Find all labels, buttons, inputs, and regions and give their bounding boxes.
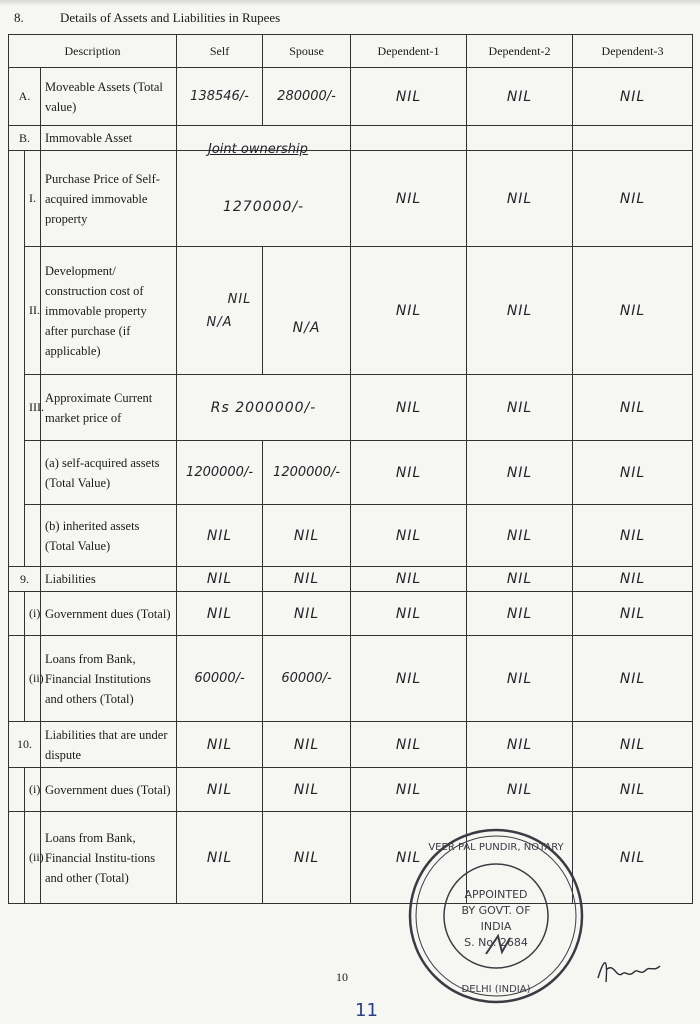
self-value: NIL <box>177 505 263 567</box>
empty-cell <box>25 505 41 567</box>
dependent-2-value: NIL <box>467 567 573 592</box>
spouse-value: NIL <box>263 592 351 636</box>
row-description: Liabilities <box>41 567 177 592</box>
row-disputed-liabilities <box>9 722 693 768</box>
dependent-2-value: NIL <box>467 636 573 722</box>
row-description: Moveable Assets (Total value) <box>41 68 177 126</box>
notary-stamp <box>406 826 586 1006</box>
col-header-spouse: Spouse <box>263 35 351 68</box>
row-moveable-assets <box>9 68 693 126</box>
spouse-value: NIL <box>263 722 351 768</box>
dependent-2-value: NIL <box>467 592 573 636</box>
svg-text:INDIA: INDIA <box>480 920 512 933</box>
self-value: 1200000/- <box>177 441 263 505</box>
indent-cell <box>9 812 25 904</box>
self-value: 60000/- <box>177 636 263 722</box>
self-value: NIL <box>177 722 263 768</box>
row-market-price <box>9 375 693 441</box>
row-description: Liabilities that are under dispute <box>41 722 177 768</box>
section-header <box>8 4 692 32</box>
dependent-3-value: NIL <box>573 567 693 592</box>
empty-cell <box>25 441 41 505</box>
dependent-3-value: NIL <box>573 247 693 375</box>
indent-cell <box>9 592 25 636</box>
self-value: NIL <box>177 567 263 592</box>
self-value: NIL <box>177 768 263 812</box>
col-header-self: Self <box>177 35 263 68</box>
row-liabilities-loans <box>9 636 693 722</box>
dependent-3-value: NIL <box>573 812 693 904</box>
empty-cell <box>467 126 573 151</box>
empty-cell <box>351 126 467 151</box>
signature <box>594 948 664 988</box>
self-note-nil: NIL <box>227 291 252 307</box>
row-immovable-asset <box>9 126 693 151</box>
joint-ownership-note: Joint ownership <box>208 142 308 157</box>
row-description: Development/ construction cost of immovable property after purchase (if applicable) <box>41 247 177 375</box>
self-value: 138546/- <box>177 68 263 126</box>
spouse-value: 280000/- <box>263 68 351 126</box>
svg-text:DELHI (INDIA): DELHI (INDIA) <box>461 984 531 995</box>
indent-cell <box>9 151 25 567</box>
row-number: 10. <box>9 722 41 768</box>
row-subnumber: II. <box>25 247 41 375</box>
dependent-1-value: NIL <box>351 151 467 247</box>
dependent-2-value: NIL <box>467 768 573 812</box>
dependent-2-value: NIL <box>467 247 573 375</box>
dependent-1-value: NIL <box>351 68 467 126</box>
row-liabilities <box>9 567 693 592</box>
svg-text:BY GOVT. OF: BY GOVT. OF <box>461 904 531 917</box>
row-subnumber: (ii) <box>25 812 41 904</box>
spouse-value: NIL <box>263 505 351 567</box>
dependent-1-value: NIL <box>351 768 467 812</box>
scan-page-number: 11 <box>355 1000 378 1021</box>
self-spouse-value: 1270000/- <box>177 151 351 247</box>
dependent-2-value: NIL <box>467 722 573 768</box>
spouse-value: NIL <box>263 567 351 592</box>
col-header-dependent-3: Dependent-3 <box>573 35 693 68</box>
row-number: A. <box>9 68 41 126</box>
dependent-3-value: NIL <box>573 505 693 567</box>
row-number: B. <box>9 126 41 151</box>
row-subnumber: (i) <box>25 768 41 812</box>
self-value: NIL <box>177 812 263 904</box>
spouse-value: 1200000/- <box>263 441 351 505</box>
row-subnumber: III. <box>25 375 41 441</box>
row-description: Purchase Price of Self-acquired immovable property <box>41 151 177 247</box>
spouse-value: NIL <box>263 768 351 812</box>
dependent-1-value: NIL <box>351 375 467 441</box>
dependent-3-value: NIL <box>573 151 693 247</box>
row-number: 9. <box>9 567 41 592</box>
dependent-3-value: NIL <box>573 636 693 722</box>
page-number: 10 <box>336 970 348 984</box>
row-description: Loans from Bank, Financial Institutions and others (Total) <box>41 636 177 722</box>
spouse-value: N/A <box>263 247 351 375</box>
dependent-1-value: NIL <box>351 592 467 636</box>
dependent-2-value: NIL <box>467 375 573 441</box>
row-description: Government dues (Total) <box>41 592 177 636</box>
row-description: (b) inherited assets (Total Value) <box>41 505 177 567</box>
dependent-3-value: NIL <box>573 375 693 441</box>
dependent-1-value: NIL <box>351 567 467 592</box>
row-description: Immovable Asset <box>41 126 177 151</box>
section-number: 8. <box>14 10 24 25</box>
empty-cell <box>573 126 693 151</box>
row-inherited-assets <box>9 505 693 567</box>
indent-cell <box>9 768 25 812</box>
row-self-acquired-assets <box>9 441 693 505</box>
dependent-1-value: NIL <box>351 722 467 768</box>
row-description: (a) self-acquired assets (Total Value) <box>41 441 177 505</box>
spouse-value: 60000/- <box>263 636 351 722</box>
row-description: Government dues (Total) <box>41 768 177 812</box>
self-spouse-value: Rs 2000000/- <box>177 375 351 441</box>
svg-text:S. No. 2684: S. No. 2684 <box>464 936 528 949</box>
dependent-2-value: NIL <box>467 505 573 567</box>
header-row <box>9 35 693 68</box>
row-disputed-government-dues <box>9 768 693 812</box>
assets-liabilities-table <box>8 34 693 904</box>
dependent-3-value: NIL <box>573 722 693 768</box>
svg-text:APPOINTED: APPOINTED <box>464 888 528 901</box>
dependent-3-value: NIL <box>573 768 693 812</box>
section-title: Details of Assets and Liabilities in Rupees <box>60 10 281 25</box>
row-development-cost <box>9 247 693 375</box>
self-note-na: N/A <box>206 314 233 330</box>
dependent-1-value: NIL <box>351 247 467 375</box>
col-header-description: Description <box>9 35 177 68</box>
self-value <box>177 247 263 375</box>
svg-text:VEER PAL PUNDIR, NOTARY: VEER PAL PUNDIR, NOTARY <box>428 842 564 853</box>
self-value: NIL <box>177 592 263 636</box>
dependent-2-value: NIL <box>467 68 573 126</box>
row-purchase-price <box>9 151 693 247</box>
row-subnumber: (i) <box>25 592 41 636</box>
dependent-1-value: NIL <box>351 505 467 567</box>
col-header-dependent-2: Dependent-2 <box>467 35 573 68</box>
row-subnumber: I. <box>25 151 41 247</box>
dependent-3-value: NIL <box>573 441 693 505</box>
dependent-2-value: NIL <box>467 151 573 247</box>
indent-cell <box>9 636 25 722</box>
dependent-1-value: NIL <box>351 441 467 505</box>
dependent-3-value: NIL <box>573 68 693 126</box>
row-liabilities-government-dues <box>9 592 693 636</box>
dependent-1-value: NIL <box>351 636 467 722</box>
row-subnumber: (ii) <box>25 636 41 722</box>
spouse-value: NIL <box>263 812 351 904</box>
row-description: Approximate Current market price of <box>41 375 177 441</box>
row-description: Loans from Bank, Financial Institu-tions and other (Total) <box>41 812 177 904</box>
dependent-1-value: NIL <box>351 812 467 904</box>
dependent-2-value: NIL <box>467 441 573 505</box>
row-disputed-loans <box>9 812 693 904</box>
dependent-3-value: NIL <box>573 592 693 636</box>
col-header-dependent-1: Dependent-1 <box>351 35 467 68</box>
